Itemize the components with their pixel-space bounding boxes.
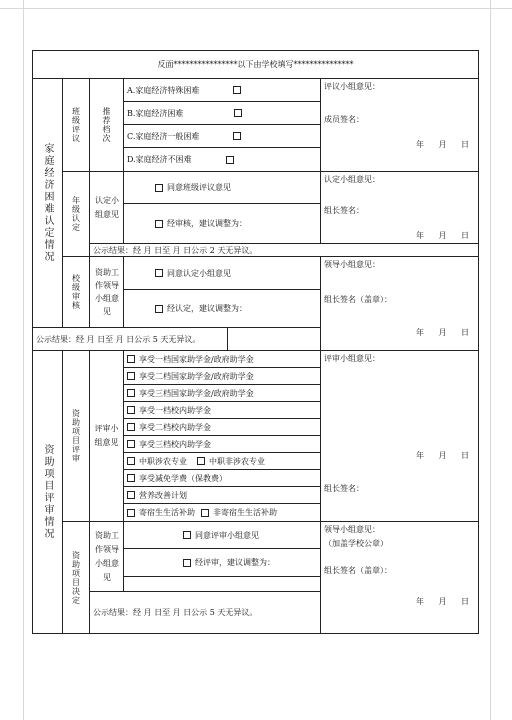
review-item-1[interactable]: 享受一档国家助学金/政府助学金 <box>124 351 321 368</box>
section-family-difficulty-label: 家庭经济困难认定情况 <box>33 79 63 328</box>
recommend-level-label: 推荐档次 <box>90 79 124 172</box>
checkbox-review-2[interactable] <box>127 372 135 380</box>
review-item-major[interactable]: 中职涉农专业 中职非涉农专业 <box>124 453 321 470</box>
review-item-6[interactable]: 享受三档校内助学金 <box>124 436 321 453</box>
review-item-fee[interactable]: 享受减免学费（保教费） <box>124 470 321 487</box>
school-agree-option[interactable]: 同意认定小组意见 <box>124 257 321 290</box>
decision-notice: 公示结果：经 月 日至 月 日公示 5 天无异议。 <box>90 592 321 634</box>
grade-confirm-label: 年级认定 <box>63 172 90 257</box>
class-opinion-title: 评议小组意见： <box>324 82 380 91</box>
review-opinion-title: 评审小组意见： <box>324 354 380 363</box>
school-leader-sign: 组长签名（盖章）： <box>324 295 392 304</box>
funding-decision-label: 资助项目决定 <box>63 522 90 634</box>
level-option-a[interactable]: A.家庭经济特殊困难 <box>124 79 321 102</box>
decision-seal-note: （加盖学校公章） <box>324 539 388 548</box>
checkbox-decision-adjust[interactable] <box>183 559 191 567</box>
class-opinion-cell <box>321 79 479 172</box>
review-item-boarding[interactable]: 寄宿生生活补助 非寄宿生生活补助 <box>124 504 321 522</box>
grade-agree-option[interactable]: 同意班级评议意见 <box>124 172 321 204</box>
school-review-form <box>32 50 479 634</box>
class-evaluation-label: 班级评议 <box>63 79 90 172</box>
review-item-meal[interactable]: 营养改善计划 <box>124 487 321 504</box>
funding-review-label: 资助项目评审 <box>63 351 90 522</box>
checkbox-agri-major[interactable] <box>127 457 135 465</box>
review-opinion-cell <box>321 351 479 522</box>
checkbox-review-6[interactable] <box>127 440 135 448</box>
checkbox-grade-adjust[interactable] <box>155 220 163 228</box>
decision-date: 年 月 日 <box>415 597 470 606</box>
checkbox-grade-agree[interactable] <box>155 184 163 192</box>
decision-leader-sign: 组长签名（盖章）： <box>324 566 392 575</box>
grade-date: 年 月 日 <box>415 231 470 240</box>
checkbox-level-c[interactable] <box>233 132 241 140</box>
school-date: 年 月 日 <box>415 328 470 337</box>
checkbox-level-b[interactable] <box>234 109 242 117</box>
checkbox-non-agri-major[interactable] <box>197 457 205 465</box>
review-item-2[interactable]: 享受二档国家助学金/政府助学金 <box>124 368 321 385</box>
decision-leader-group-label: 资助工作领导小组意见 <box>90 522 124 592</box>
school-leader-group-label: 资助工作领导小组意见 <box>90 257 124 328</box>
page-edge-top <box>0 8 512 9</box>
review-leader-sign: 组长签名： <box>324 484 364 493</box>
level-option-b[interactable]: B.家庭经济困难 <box>124 102 321 125</box>
class-date: 年 月 日 <box>415 140 470 149</box>
level-option-c[interactable]: C.家庭经济一般困难 <box>124 125 321 148</box>
decision-agree-option[interactable]: 同意评审小组意见 <box>124 522 321 549</box>
review-item-3[interactable]: 享受三档国家助学金/政府助学金 <box>124 385 321 402</box>
section-funding-review-label: 资助项目评审情况 <box>33 351 63 634</box>
grade-notice: 公示结果：经 月 日至 月 日公示 2 天无异议。 <box>90 244 479 257</box>
checkbox-non-boarding[interactable] <box>201 509 209 517</box>
level-option-d[interactable]: D.家庭经济不困难 <box>124 148 321 172</box>
school-notice: 公示结果：经 月 日至 月 日公示 5 天无异议。 <box>33 328 228 351</box>
grade-opinion-title: 认定小组意见： <box>324 175 380 184</box>
school-adjust-option[interactable]: 经认定，建议调整为： <box>124 290 321 328</box>
checkbox-review-4[interactable] <box>127 406 135 414</box>
page-edge-left <box>23 0 24 720</box>
checkbox-fee-waiver[interactable] <box>127 474 135 482</box>
confirm-group-label: 认定小组意见 <box>90 172 124 244</box>
checkbox-school-adjust[interactable] <box>155 305 163 313</box>
review-item-5[interactable]: 享受二档校内助学金 <box>124 419 321 436</box>
checkbox-level-a[interactable] <box>233 86 241 94</box>
school-opinion-title: 领导小组意见： <box>324 260 380 269</box>
checkbox-level-d[interactable] <box>226 156 234 164</box>
grade-opinion-cell <box>321 172 479 244</box>
school-audit-label: 校级审核 <box>63 257 90 328</box>
grade-adjust-option[interactable]: 经审核，建议调整为： <box>124 204 321 244</box>
decision-opinion-title: 领导小组意见： <box>324 525 380 534</box>
form-header-title: 反面****************以下由学校填写*************** <box>33 51 479 79</box>
class-member-sign: 成员签名： <box>324 115 364 124</box>
checkbox-review-1[interactable] <box>127 355 135 363</box>
checkbox-review-3[interactable] <box>127 389 135 397</box>
checkbox-nutrition[interactable] <box>127 491 135 499</box>
decision-opinion-cell <box>321 522 479 634</box>
review-date: 年 月 日 <box>415 451 470 460</box>
grade-leader-sign: 组长签名： <box>324 206 364 215</box>
page-edge-right <box>490 0 491 720</box>
checkbox-review-5[interactable] <box>127 423 135 431</box>
checkbox-school-agree[interactable] <box>155 269 163 277</box>
decision-adjust-option[interactable]: 经评审，建议调整为： <box>124 549 321 577</box>
decision-blank <box>124 577 321 592</box>
checkbox-decision-agree[interactable] <box>183 531 191 539</box>
review-group-label: 评审小组意见 <box>90 351 124 522</box>
school-opinion-cell <box>321 257 479 351</box>
checkbox-boarding[interactable] <box>127 509 135 517</box>
review-item-4[interactable]: 享受一档校内助学金 <box>124 402 321 419</box>
